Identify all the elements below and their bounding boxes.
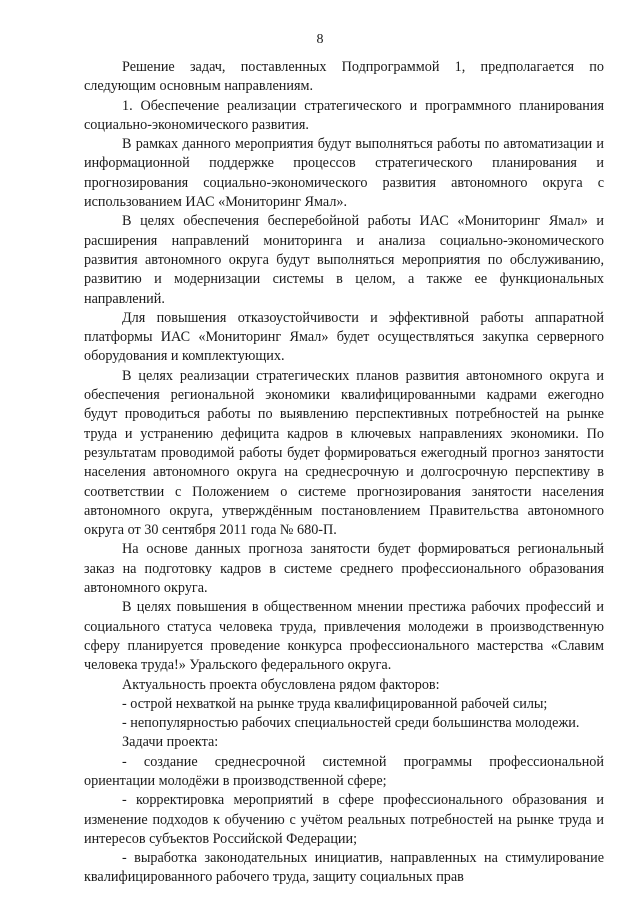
list-item: - непопулярностью рабочих специальностей среди большинства молодежи. bbox=[122, 715, 580, 732]
paragraph: В целях повышения в общественном мнении престижа рабочих профессий и социального статуса человека труда, привлечения молодежи в производственную сферу планируется проведение конкурса профессионального мастерства «Славим человека труда!» Уральского федерального округа. bbox=[84, 599, 604, 674]
document-body bbox=[84, 58, 604, 888]
list-item: - создание среднесрочной системной программы профессиональной ориентации молодёжи в производственной сфере; bbox=[84, 753, 604, 789]
paragraph: Для повышения отказоустойчивости и эффективной работы аппаратной платформы ИАС «Мониторинг Ямал» будет осуществляться закупка серверного оборудования и комплектующих. bbox=[84, 309, 604, 365]
page-number: 8 bbox=[316, 32, 324, 47]
paragraph: В целях обеспечения бесперебойной работы ИАС «Мониторинг Ямал» и расширения направлений мониторинга и анализа социально-экономического развития автономного округа будут выполняться мероприятия по обслуживанию, развитию и модернизации системы в целом, а также ее функциональных направлений. bbox=[84, 213, 604, 307]
list-item: - острой нехваткой на рынке труда квалифицированной рабочей силы; bbox=[122, 695, 548, 712]
paragraph: Задачи проекта: bbox=[122, 734, 219, 751]
paragraph: На основе данных прогноза занятости будет формироваться региональный заказ на подготовку кадров в системе среднего профессионального образования автономного округа. bbox=[84, 541, 604, 597]
paragraph: Решение задач, поставленных Подпрограммой 1, предполагается по следующим основным направлениям. bbox=[84, 59, 604, 95]
list-item: - выработка законодательных инициатив, направленных на стимулирование квалифицированного рабочего труда, защиту социальных прав bbox=[84, 850, 604, 886]
paragraph: В целях реализации стратегических планов развития автономного округа и обеспечения региональной экономики квалифицированными кадрами ежегодно будут проводиться работы по выявлению перспективных потребностей на рынке труда и устранению дефицита кадров в ключевых направлениях экономики. По результатам проводимой работы будет формироваться ежегодный прогноз занятости населения автономного округа на среднесрочную и долгосрочную перспективу в соответствии с Положением о системе прогнозирования занятости населения автономного округа, утверждённым постановлением Правительства автономного округа от 30 сентября 2011 года № 680-П. bbox=[84, 367, 604, 539]
paragraph: Актуальность проекта обусловлена рядом факторов: bbox=[122, 676, 440, 693]
paragraph: 1. Обеспечение реализации стратегического и программного планирования социально-экономического развития. bbox=[84, 97, 604, 133]
paragraph: В рамках данного мероприятия будут выполняться работы по автоматизации и информационной поддержке процессов стратегического планирования и прогнозирования социально-экономического развития автономного округа с использованием ИАС «Мониторинг Ямал». bbox=[84, 136, 604, 211]
list-item: - корректировка мероприятий в сфере профессионального образования и изменение подходов к обучению с учётом реальных потребностей на рынке труда и интересов субъектов Российской Федерации; bbox=[84, 792, 604, 847]
